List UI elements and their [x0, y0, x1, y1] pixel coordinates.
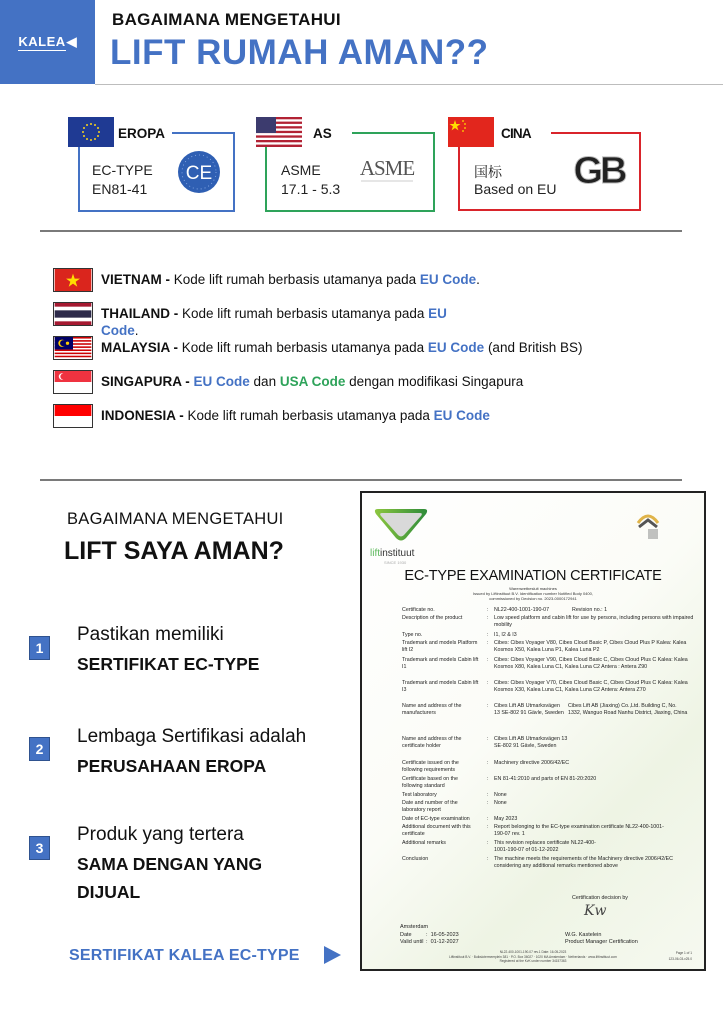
connector-text: dan — [249, 374, 280, 389]
singapore-flag-icon — [53, 370, 93, 394]
country-name: INDONESIA - — [101, 408, 184, 423]
step-number-badge: 2 — [29, 737, 50, 761]
step-emphasis: SAMA DENGAN YANG — [77, 854, 263, 874]
header-divider — [95, 84, 723, 85]
certificate-issued-by: Warenwetbesluit machines Issued by Liftinstituut B.V. Identification number Notified Body 0400, commissioned by Decision no. 2023-0000172941 — [473, 586, 593, 601]
thailand-flag-icon — [53, 302, 93, 326]
ec-type-certificate: liftinstituut SINCE 1930 EC-TYPE EXAMINATION CERTIFICATE Warenwetbesluit machines Issued by Liftinstituut B.V. Identification number Notified Body 0400, commissioned by Decision no. 2023-0000172941 Certificate no. : NL22-400-1001-190-07 Revision no.: 1 Description of the product : Low speed platform and cabin lift for use by persons, including persons with impaired mobility Type no. : I1, I2 & I3 Trademark and models Platform lift I2 : Cibes: Cibes Voyager V80, Cibes Cloud Basic P, Cibes Cloud Plus P Kalea: Kalea Kosmos X50, Kalea Luna P1, Kalea Luna P2 Trademark and models Cabin lift I1 : Cibes: Cibes Voyager V90, Cibes Cloud Basic C, Cibes Cloud Plus C Kalea: Kalea Kosmos X80, Kalea Luna C1, Kalea Luna C2 Antera : Antera Z90 Trademark and models Cabin lift I3 : Cibes: Cibes Voyager V70, Cibes Cloud Basic C, Cibes Cloud Plus C Kalea: Kalea Kosmos X30, Kalea Luna C1, Kalea Luna C2 Antera: Antera Z70 Name and address of the manufacturers : Cibes Lift AB Utmarksvägen 13 SE-802 91 Gävle, Sweden Cibes Lift AB (Jiaxing) Co.,Ltd. Building C, No. 1332, Wanguo Road Nanhu District, Jiaxing, China Name and address of the certificate holder : Cibes Lift AB Utmarksvägen 13 SE-802 91 Gävle, Sweden Certificate issued on the following requirements : Machinery directive 2006/42/EC Certificate based on the following standard : EN 81-41:2010 and parts of EN 81-20:2020 Test laboratory : None Date and number of the laboratory report : None Date of EC-type examination : May 2023 Additional document with this certificate : Report belonging to the EC-type examination certificate NL22-400-1001-190-07 rev. 1 Additional remarks : This revision replaces certificate NL22-400-1001-190-07 of 01-12-2022 Conclusion : The machine meets the requirements of the Machinery directive 2006/42/EC considering any additional remarks mentioned above Certification decision by Kw Amsterdam Date : 16-05-2023 Valid until : 01-12-2027 W.G. Kastelein Product Manager Certification NL22-400-1001-190-07 rev.1 Date: 16-05-2023 Liftinstituut B.V. · Buikslotermeerplein 381 · P.O. Box 36027 · 1020 MA Amsterdam · Netherlands · www.liftinstituut.com Registered at the KvK under number 34157363 Page 1 of 1 123-06-03-v25.0 — [360, 491, 706, 971]
standard-line2: Based on EU — [474, 181, 557, 197]
eu-code-text: EU Code — [427, 340, 485, 355]
accreditation-badge-icon — [636, 511, 660, 541]
eu-code-text: EU Code — [433, 408, 490, 423]
section2-subtitle: BAGAIMANA MENGETAHUI — [67, 510, 284, 528]
usa-code-text: USA Code — [279, 374, 346, 389]
malaysia-flag-icon — [53, 336, 93, 360]
section-divider — [40, 479, 682, 481]
country-name: VIETNAM - — [101, 272, 170, 287]
standard-line1: 国标 — [474, 164, 502, 180]
certificate-link[interactable]: SERTIFIKAT KALEA EC-TYPE — [69, 947, 300, 964]
suffix-text: . — [476, 272, 480, 287]
country-name: SINGAPURA - — [101, 374, 190, 389]
svg-text:GB: GB — [573, 151, 625, 189]
issue-dates: Date : 16-05-2023 Valid until : 01-12-2027 — [400, 932, 459, 945]
region-name: EROPA — [118, 126, 166, 141]
country-thailand — [101, 306, 447, 338]
standard-line2: EN81-41 — [92, 181, 148, 197]
region-name: CINA — [501, 126, 531, 141]
step-text: Pastikan memiliki — [77, 624, 224, 645]
asme-logo-icon — [355, 153, 419, 187]
standard-line1: EC-TYPE — [92, 162, 153, 178]
step-number-badge: 1 — [29, 636, 50, 660]
step-emphasis: SERTIFIKAT EC-TYPE — [77, 654, 260, 674]
certificate-footer: NL22-400-1001-190-07 rev.1 Date: 16-05-2023 Liftinstituut B.V. · Buikslotermeerplein 381 · P.O. Box 36027 · 1020 MA Amsterdam · Netherlands · www.liftinstituut.com Registered at the KvK under number 34157363 — [449, 950, 617, 963]
liftinstituut-logo-icon — [372, 507, 430, 541]
signature: Kw — [584, 903, 607, 919]
logo-text: KALEA — [18, 33, 66, 49]
suffix-text: . — [134, 323, 139, 338]
eu-code-text-wrap: Code — [101, 323, 135, 338]
eu-code-text: EU Code — [419, 272, 477, 287]
certificate-title: EC-TYPE EXAMINATION CERTIFICATE — [404, 568, 662, 584]
logo-k-icon: ◀ — [66, 34, 77, 49]
country-singapura — [101, 374, 523, 389]
standard-line1: ASME — [281, 162, 321, 178]
svg-text:CE: CE — [185, 163, 213, 184]
page-number: Page 1 of 1 123-06-03-v25.0 — [668, 951, 692, 961]
step-emphasis-cont: DIJUAL — [77, 882, 141, 902]
country-indonesia — [101, 408, 490, 423]
section2-title: LIFT SAYA AMAN? — [64, 537, 284, 565]
header-subtitle: BAGAIMANA MENGETAHUI — [112, 10, 341, 29]
country-malaysia — [101, 340, 582, 355]
region-name: AS — [313, 126, 332, 141]
gb-logo-icon — [563, 151, 635, 189]
suffix-text: dengan modifikasi Singapura — [345, 374, 524, 389]
issue-city: Amsterdam — [400, 924, 429, 930]
kalea-logo — [0, 0, 95, 84]
step-emphasis: PERUSAHAAN EROPA — [77, 756, 267, 776]
section-divider — [40, 230, 682, 232]
issuer-name: liftinstituut — [370, 548, 415, 559]
country-text: Kode lift rumah berbasis utamanya pada — [178, 340, 428, 355]
country-name: THAILAND - — [101, 306, 179, 321]
country-text: Kode lift rumah berbasis utamanya pada — [170, 272, 420, 287]
standard-line2: 17.1 - 5.3 — [281, 181, 341, 197]
page-title: LIFT RUMAH AMAN?? — [110, 33, 489, 72]
country-vietnam — [101, 272, 480, 287]
issuer-since: SINCE 1930 — [384, 560, 407, 565]
indonesia-flag-icon — [53, 404, 93, 428]
eu-code-text: EU Code — [193, 374, 250, 389]
china-flag-icon — [448, 117, 494, 147]
svg-text:ASME: ASME — [359, 156, 415, 180]
step-text: Lembaga Sertifikasi adalah — [77, 726, 307, 747]
step-text: Produk yang tertera — [77, 824, 244, 845]
country-name: MALAYSIA - — [101, 340, 179, 355]
country-text: Kode lift rumah berbasis utamanya pada — [178, 306, 429, 321]
usa-flag-icon — [256, 117, 302, 147]
ce-mark-icon — [177, 150, 221, 194]
certification-decision: Certification decision by — [572, 895, 628, 901]
eu-code-text: EU — [428, 306, 447, 321]
signer: W.G. Kastelein Product Manager Certification — [565, 932, 638, 945]
vietnam-flag-icon — [53, 268, 93, 292]
eu-flag-icon — [68, 117, 114, 147]
country-text: Kode lift rumah berbasis utamanya pada — [183, 408, 434, 423]
suffix-text: (and British BS) — [484, 340, 583, 355]
play-arrow-icon[interactable] — [324, 946, 341, 964]
step-number-badge: 3 — [29, 836, 50, 860]
